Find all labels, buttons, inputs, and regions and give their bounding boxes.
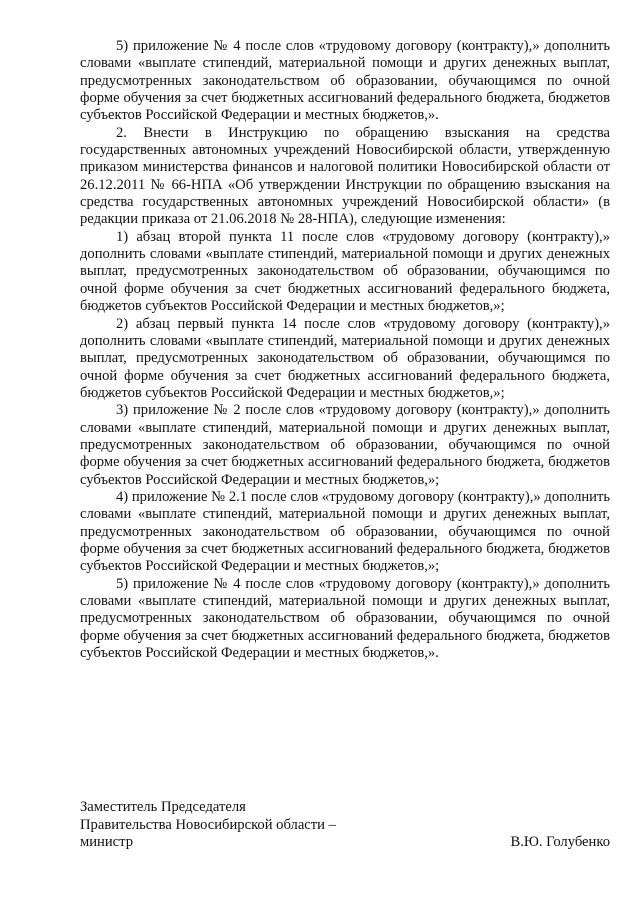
signature-block (80, 799, 610, 852)
paragraph-item-4-appendix-2-1: 4) приложение № 2.1 после слов «трудовому договору (контракту),» дополнить словами «выплате стипендий, материальной помощи и других денежных выплат, предусмотренных законодательством об образовании, обучающимся по очной форме обучения за счет бюджетных ассигнований федерального бюджета, бюджетов субъектов Российской Федерации и местных бюджетов,»; (80, 488, 610, 575)
signatory-title-line-3: министр (80, 834, 133, 850)
paragraph-item-3-appendix-2: 3) приложение № 2 после слов «трудовому договору (контракту),» дополнить словами «выплате стипендий, материальной помощи и других денежных выплат, предусмотренных законодательством об образовании, обучающимся по очной форме обучения за счет бюджетных ассигнований федерального бюджета, бюджетов субъектов Российской Федерации и местных бюджетов,»; (80, 402, 610, 488)
document-body (80, 38, 610, 662)
paragraph-item-5-appendix-4: 5) приложение № 4 после слов «трудовому договору (контракту),» дополнить словами «выплате стипендий, материальной помощи и других денежных выплат, предусмотренных законодательством об образовании, обучающимся по очной форме обучения за счет бюджетных ассигнований федерального бюджета, бюджетов субъектов Российской Федерации и местных бюджетов,». (80, 38, 610, 124)
paragraph-item-2-clause-14: 2) абзац первый пункта 14 после слов «трудовому договору (контракту),» дополнить словами «выплате стипендий, материальной помощи и других денежных выплат, предусмотренных законодательством об образовании, обучающимся по очной форме обучения за счет бюджетных ассигнований федерального бюджета, бюджетов субъектов Российской Федерации и местных бюджетов,»; (80, 315, 610, 401)
signatory-title-line-1: Заместитель Председателя (80, 799, 246, 815)
signatory-row (80, 834, 610, 852)
paragraph-instruction-amendment: 2. Внести в Инструкцию по обращению взыскания на средства государственных автономных учреждений Новосибирской области, утвержденную приказом министерства финансов и налоговой политики Новосибирской области от 26.12.2011 № 66-НПА «Об утверждении Инструкции по обращению взыскания на средства государственных автономных учреждений Новосибирской области» (в редакции приказа от 21.06.2018 № 28-НПА), следующие изменения: (80, 124, 610, 228)
paragraph-item-1-clause-11: 1) абзац второй пункта 11 после слов «трудовому договору (контракту),» дополнить словами «выплате стипендий, материальной помощи и других денежных выплат, предусмотренных законодательством об образовании, обучающимся по очной форме обучения за счет бюджетных ассигнований федерального бюджета, бюджетов субъектов Российской Федерации и местных бюджетов,»; (80, 228, 610, 315)
signatory-name: В.Ю. Голубенко (510, 834, 610, 850)
paragraph-item-5-appendix-4-final: 5) приложение № 4 после слов «трудовому договору (контракту),» дополнить словами «выплате стипендий, материальной помощи и других денежных выплат, предусмотренных законодательством об образовании, обучающимся по очной форме обучения за счет бюджетных ассигнований федерального бюджета, бюджетов субъектов Российской Федерации и местных бюджетов,». (80, 575, 610, 662)
signatory-title-line-2: Правительства Новосибирской области – (80, 816, 336, 833)
